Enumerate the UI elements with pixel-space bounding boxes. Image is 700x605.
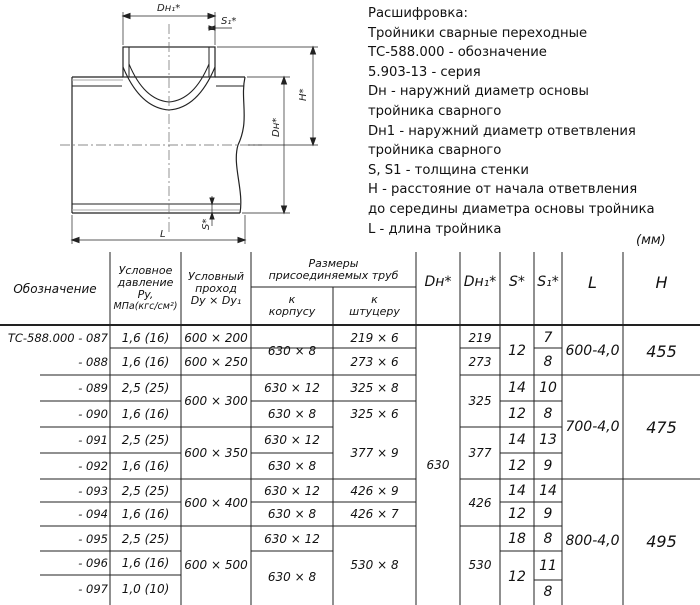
header-pressure: [110, 252, 181, 325]
pressure-cell: 2,5 (25): [121, 381, 170, 395]
fitting-cell: 325 × 6: [350, 407, 399, 421]
unit-label: (мм): [636, 233, 666, 248]
header-dn: Dн*: [424, 274, 452, 290]
passage-cell: 600 × 250: [184, 354, 248, 369]
h-cell: 455: [646, 341, 677, 361]
header-fitting-line: к: [371, 293, 378, 306]
body-cell: 630 × 8: [267, 507, 317, 521]
s1-cell: 8: [543, 530, 553, 547]
header-l: L: [588, 272, 597, 292]
s1-cell: 14: [539, 482, 557, 499]
s-cell: 14: [508, 482, 526, 499]
label-l: L: [160, 229, 166, 240]
header-sizes-line: Размеры: [308, 256, 359, 270]
header-s1: S₁*: [537, 274, 559, 290]
body-cell: 630 × 12: [264, 483, 320, 498]
designation-cell: - 097: [78, 582, 108, 596]
s1-cell: 7: [543, 329, 553, 346]
designation-cell: ТС-588.000 - 087: [7, 330, 108, 345]
fitting-cell: 426 × 7: [350, 507, 399, 521]
header-pressure-line: давление: [117, 275, 174, 289]
s1-cell: 13: [539, 432, 557, 448]
header-passage-line: Условный: [187, 269, 245, 283]
fitting-cell: 325 × 8: [350, 381, 399, 395]
s1-cell: 9: [543, 458, 553, 474]
header-designation: [0, 252, 110, 325]
fitting-cell: 426 × 9: [350, 483, 399, 498]
header-fitting: [333, 287, 416, 325]
header-s: S*: [509, 274, 525, 290]
label-dn1: Dн₁*: [157, 3, 181, 14]
s-cell: 14: [508, 380, 526, 396]
header-pressure-line: МПа(кгс/см²): [113, 300, 178, 312]
designation-cell: - 093: [78, 483, 108, 498]
pressure-cell: 1,6 (16): [121, 507, 170, 521]
passage-cell: 600 × 200: [184, 330, 248, 345]
s1-cell: 8: [543, 406, 553, 422]
designation-cell: - 095: [78, 531, 108, 546]
legend-line: Тройники сварные переходные: [368, 25, 588, 41]
s-cell: 12: [508, 406, 526, 422]
label-s1: S₁*: [221, 16, 237, 27]
s1-cell: 9: [543, 506, 553, 522]
header-dn1: Dн₁*: [463, 274, 497, 290]
legend-line: L - длина тройника: [368, 221, 502, 237]
legend-line: S, S1 - толщина стенки: [368, 162, 529, 178]
l-cell: 600-4,0: [565, 343, 620, 359]
legend-line: 5.903-13 - серия: [368, 64, 481, 80]
s1-cell: 8: [543, 353, 553, 370]
legend-line: Dн1 - наружний диаметр ответвления: [368, 123, 636, 139]
pressure-cell: 2,5 (25): [121, 483, 170, 498]
tee-drawing: [0, 0, 360, 250]
header-sizes: [251, 252, 416, 287]
passage-cell: 600 × 400: [184, 495, 248, 510]
header-sizes-line: присоединяемых труб: [268, 268, 399, 282]
legend-line: тройника сварного: [368, 103, 502, 119]
designation-cell: - 096: [78, 556, 108, 570]
body-cell: 630 × 8: [267, 407, 317, 421]
designation-cell: - 090: [78, 407, 108, 421]
legend-line: H - расстояние от начала ответвления: [368, 182, 638, 198]
dn1-cell: 426: [468, 495, 492, 510]
header-h: H: [655, 272, 668, 292]
s-cell: 12: [508, 458, 526, 474]
passage-cell: 600 × 500: [184, 557, 248, 572]
designation-cell: - 088: [78, 354, 108, 369]
header-body-line: корпусу: [268, 305, 316, 318]
designation-cell: - 092: [78, 459, 108, 473]
header-pressure-line: Py,: [137, 287, 154, 301]
header-fitting-line: штуцеру: [349, 305, 400, 318]
fitting-cell: 273 × 6: [350, 354, 399, 369]
header-passage-line: Dy × Dy₁: [190, 293, 242, 307]
passage-cell: 600 × 350: [184, 446, 248, 460]
pressure-cell: 1,6 (16): [121, 407, 170, 421]
body-cell: 630 × 12: [264, 531, 320, 546]
pressure-cell: 1,6 (16): [121, 330, 170, 345]
body-cell: 630 × 8: [267, 459, 317, 473]
label-h: H*: [298, 88, 309, 101]
designation-cell: - 094: [78, 507, 108, 521]
pressure-cell: 1,6 (16): [121, 459, 170, 473]
label-dn: Dн*: [271, 117, 282, 137]
body-cell: 630 × 12: [264, 433, 320, 447]
s-cell: 14: [508, 432, 526, 448]
dn-cell: 630: [426, 458, 450, 472]
header-pressure-line: Условное: [118, 263, 173, 277]
header-body-line: к: [288, 293, 296, 306]
body-cell: 630 × 8: [267, 570, 317, 584]
dn1-cell: 377: [468, 446, 492, 460]
pressure-cell: 1,6 (16): [121, 354, 170, 369]
s-cell: 12: [508, 569, 526, 585]
pressure-cell: 2,5 (25): [121, 531, 170, 546]
legend-line: до середины диаметра основы тройника: [368, 201, 655, 217]
label-s: S*: [201, 218, 212, 230]
legend-line: ТС-588.000 - обозначение: [368, 45, 547, 61]
dn1-cell: 219: [468, 330, 492, 345]
s1-cell: 11: [539, 557, 557, 574]
legend-line: тройника сварного: [368, 143, 502, 159]
passage-cell: 600 × 300: [184, 394, 248, 408]
legend-line: Dн - наружний диаметр основы: [368, 84, 589, 100]
header-passage-line: проход: [195, 281, 237, 295]
pressure-cell: 2,5 (25): [121, 433, 170, 447]
body-cell: 630 × 8: [267, 344, 317, 358]
designation-cell: - 091: [78, 433, 108, 447]
legend: [368, 4, 655, 239]
s1-cell: 10: [539, 380, 557, 396]
pressure-cell: 1,6 (16): [121, 556, 170, 570]
designation-cell: - 089: [78, 381, 108, 395]
s-cell: 12: [508, 343, 526, 359]
h-cell: 495: [646, 531, 677, 551]
fitting-cell: 530 × 8: [350, 557, 399, 572]
fitting-cell: 377 × 9: [350, 446, 399, 460]
l-cell: 800-4,0: [565, 533, 620, 549]
s-cell: 18: [508, 530, 526, 547]
dn1-cell: 325: [468, 394, 492, 408]
legend-line: Расшифровка:: [368, 6, 468, 21]
fitting-cell: 219 × 6: [350, 330, 399, 345]
header-body: [251, 287, 333, 325]
l-cell: 700-4,0: [565, 419, 620, 435]
dn1-cell: 273: [468, 354, 492, 369]
s1-cell: 8: [543, 583, 553, 600]
pressure-cell: 1,0 (10): [121, 582, 170, 596]
header-passage: [181, 252, 251, 325]
body-cell: 630 × 12: [264, 381, 320, 395]
s-cell: 12: [508, 506, 526, 522]
dn1-cell: 530: [468, 557, 492, 572]
header-designation-text: Обозначение: [13, 281, 97, 296]
h-cell: 475: [646, 417, 677, 437]
